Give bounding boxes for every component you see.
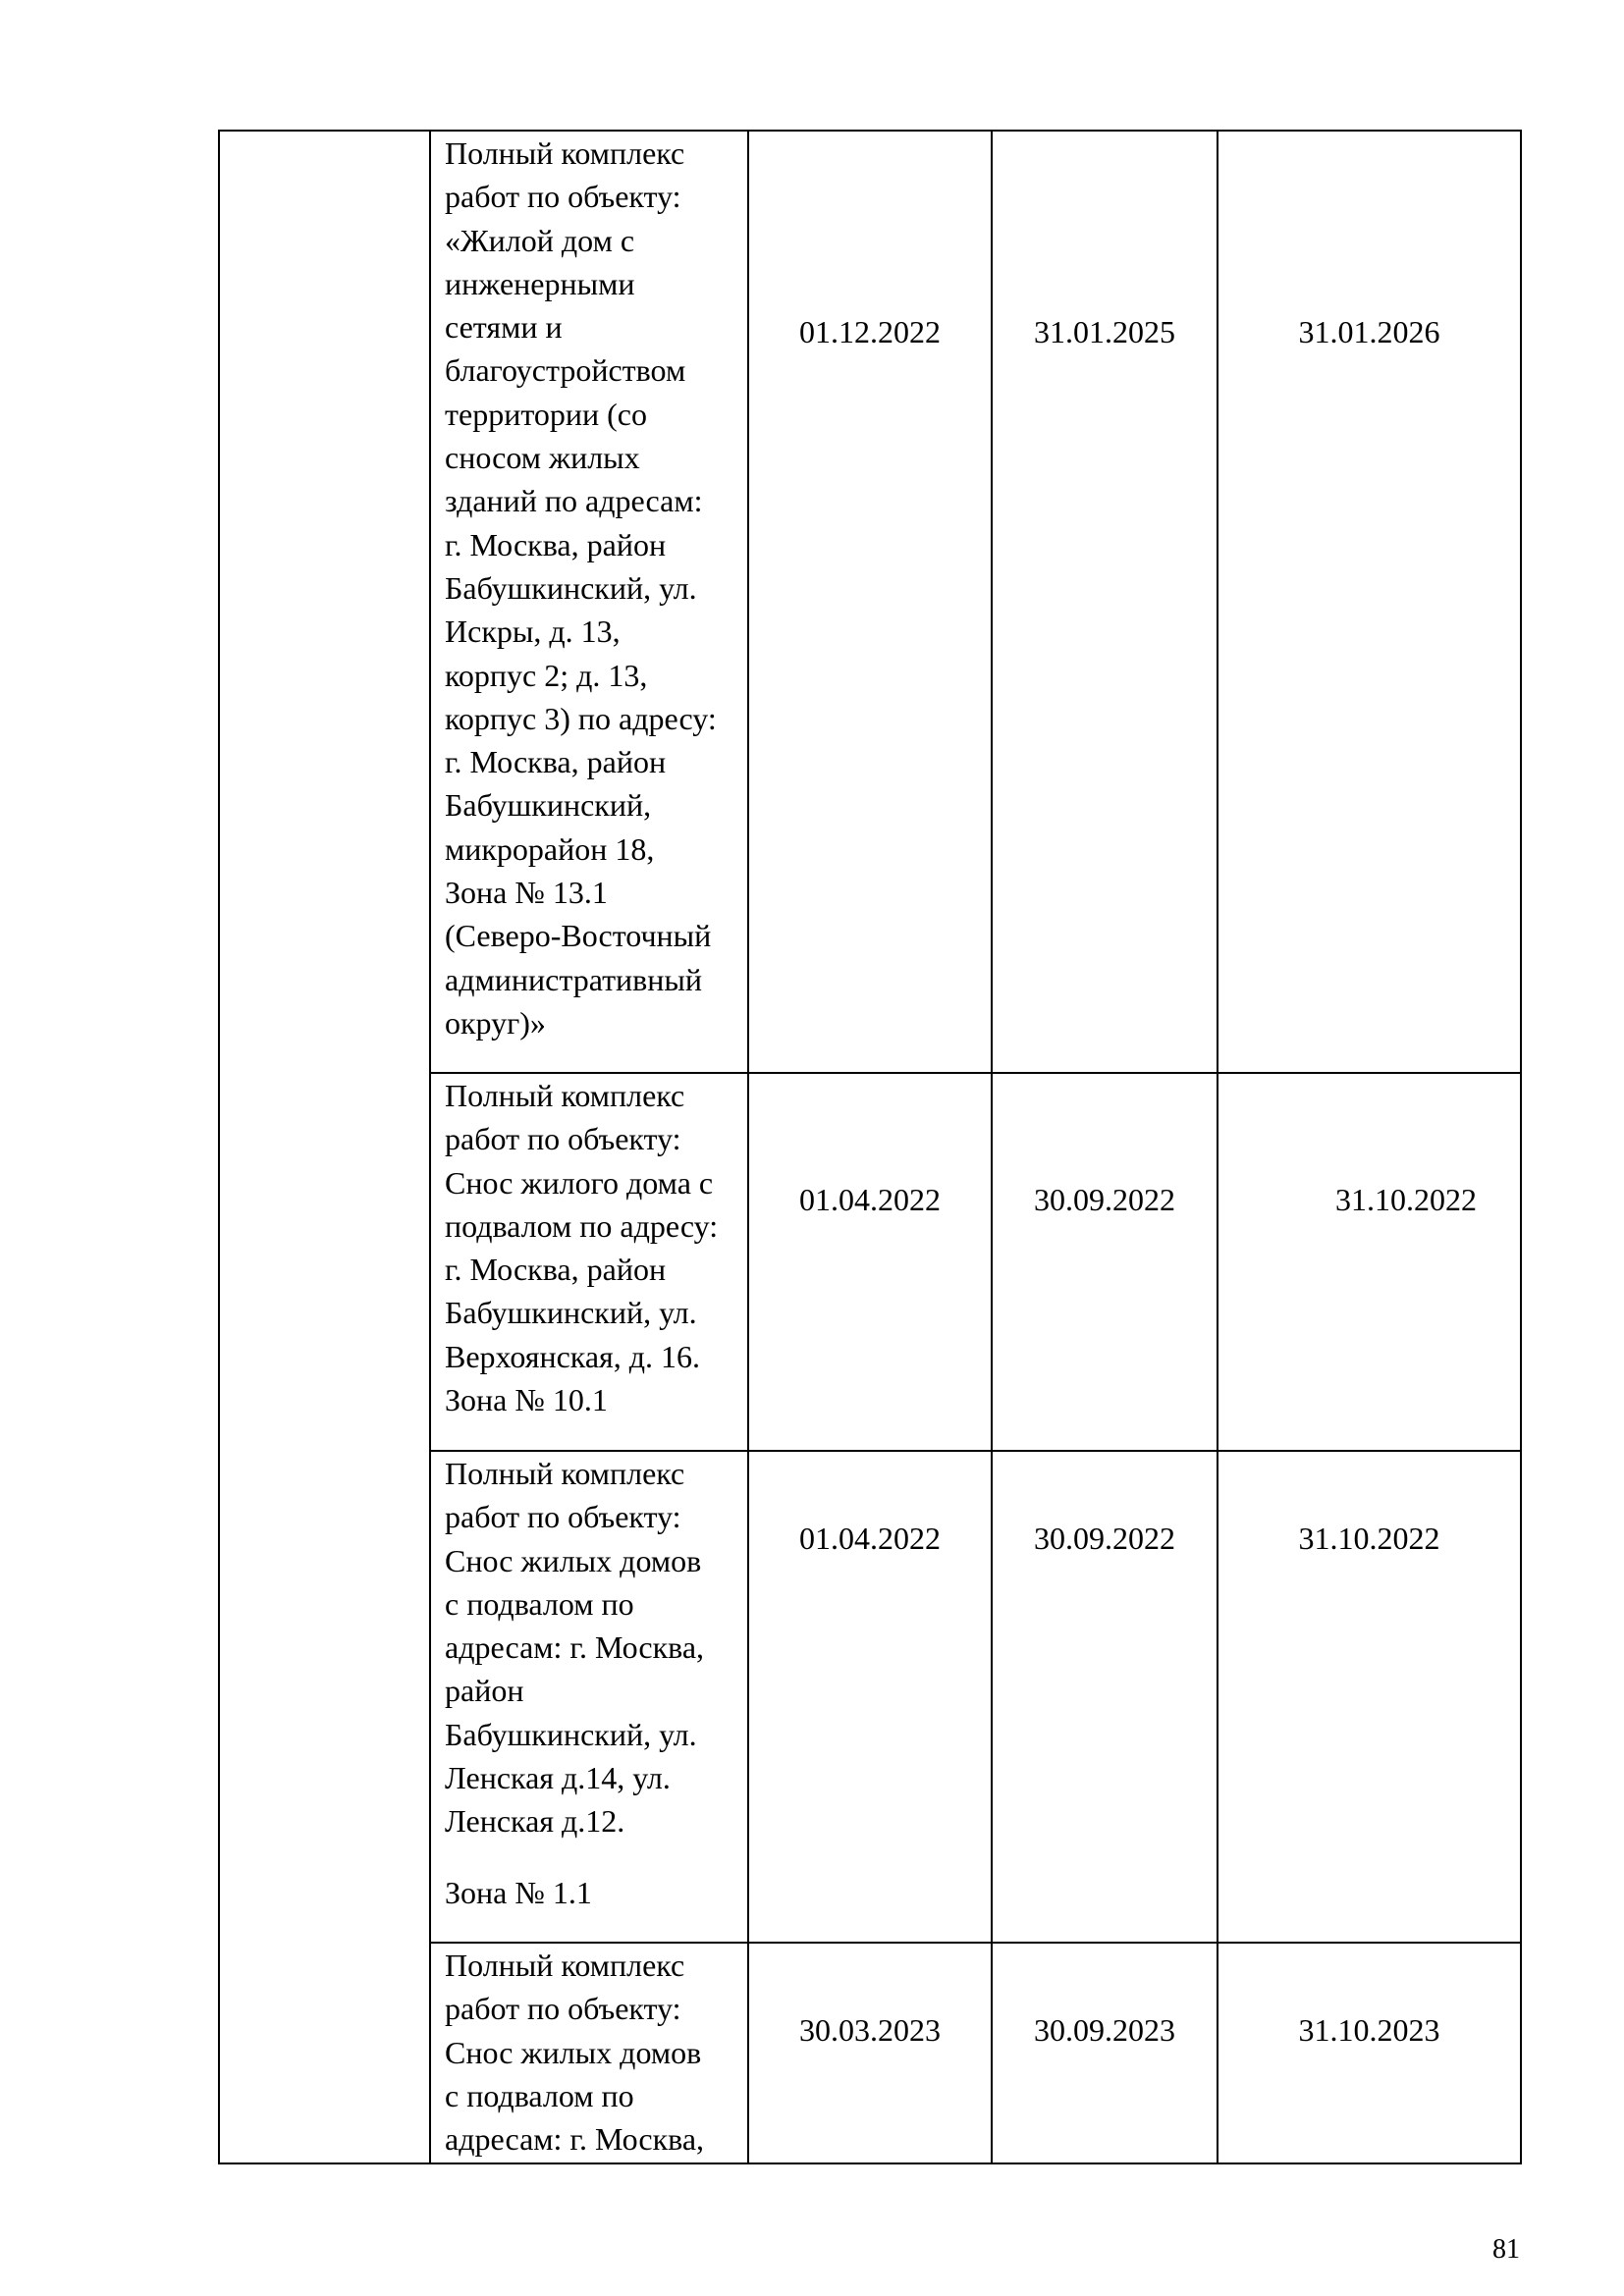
end-date: 30.09.2022 bbox=[992, 1073, 1218, 1451]
empty-cell bbox=[219, 131, 430, 2163]
end-date: 31.01.2025 bbox=[992, 131, 1218, 1073]
page-number: 81 bbox=[1492, 2234, 1520, 2265]
start-date: 30.03.2023 bbox=[748, 1943, 992, 2163]
start-date: 01.04.2022 bbox=[748, 1073, 992, 1451]
works-schedule-table bbox=[218, 130, 1522, 2164]
start-date: 01.12.2022 bbox=[748, 131, 992, 1073]
work-description: Полный комплекс работ по объекту: Снос жилых домов с подвалом по адресам: г. Москва, район Бабушкинский, ул. Ленская д.14, ул. Ленская д.12. Зона № 1.1 bbox=[430, 1451, 748, 1943]
final-date: 31.10.2023 bbox=[1218, 1943, 1521, 2163]
table-row bbox=[219, 131, 1521, 1073]
work-description: Полный комплекс работ по объекту: «Жилой дом с инженерными сетями и благоустройством территории (со сносом жилых зданий по адресам: г. Москва, район Бабушкинский, ул. Искры, д. 13, корпус 2; д. 13, корпус 3) по адресу: г. Москва, район Бабушкинский, микрорайон 18, Зона № 13.1 (Северо-Восточный административный округ)» bbox=[430, 131, 748, 1073]
start-date: 01.04.2022 bbox=[748, 1451, 992, 1943]
end-date: 30.09.2023 bbox=[992, 1943, 1218, 2163]
zone-label: Зона № 1.1 bbox=[445, 1874, 592, 1910]
work-description: Полный комплекс работ по объекту: Снос жилых домов с подвалом по адресам: г. Москва, bbox=[430, 1943, 748, 2163]
final-date: 31.01.2026 bbox=[1218, 131, 1521, 1073]
work-description: Полный комплекс работ по объекту: Снос жилого дома с подвалом по адресу: г. Москва, район Бабушкинский, ул. Верхоянская, д. 16. Зона № 10.1 bbox=[430, 1073, 748, 1451]
end-date: 30.09.2022 bbox=[992, 1451, 1218, 1943]
final-date: 31.10.2022 bbox=[1218, 1451, 1521, 1943]
final-date: 31.10.2022 bbox=[1218, 1073, 1521, 1451]
